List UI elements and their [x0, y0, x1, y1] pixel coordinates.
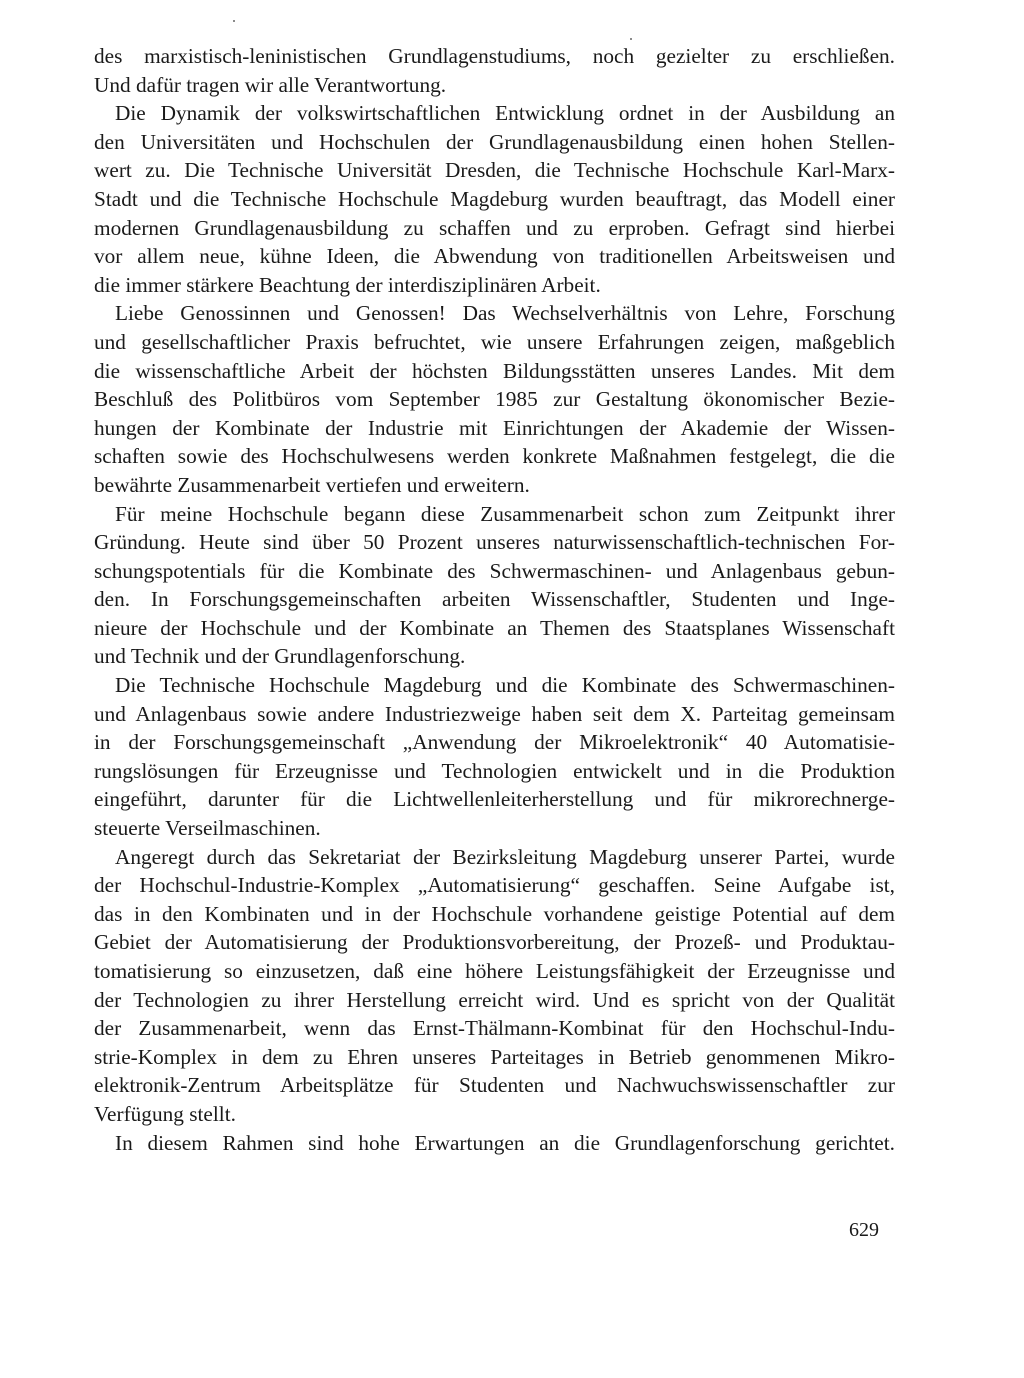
text-line: Die Technische Hochschule Magdeburg und die Kombinate des Schwermaschinen-: [115, 673, 895, 698]
text-line: des marxistisch-leninistischen Grundlagenstudiums, noch gezielter zu erschließen.: [94, 44, 895, 68]
text-line: In diesem Rahmen sind hohe Erwartungen an die Grundlagenforschung gerichtet.: [115, 1130, 895, 1155]
text-line: Die Dynamik der volkswirtschaftlichen Entwicklung ordnet in der Ausbildung an: [115, 101, 895, 126]
text-line: steuerte Verseilmaschinen.: [94, 816, 321, 841]
text-line: und Technik und der Grundlagenforschung.: [94, 644, 466, 669]
text-line: und gesellschaftlicher Praxis befruchtet, wie unsere Erfahrungen zeigen, maßgeblich: [94, 329, 895, 354]
text-line: rungslösungen für Erzeugnisse und Technologien entwickelt und in die Produktion: [94, 758, 895, 783]
text-line: der Hochschul-Industrie-Komplex „Automatisierung“ geschaffen. Seine Aufgabe ist,: [94, 873, 895, 898]
text-line: hungen der Kombinate der Industrie mit Einrichtungen der Akademie der Wissen-: [94, 415, 895, 440]
scan-speck: [630, 38, 632, 40]
text-line: der Zusammenarbeit, wenn das Ernst-Thälmann-Kombinat für den Hochschul-Indu-: [94, 1016, 895, 1041]
body-text: [94, 42, 895, 1157]
text-line: den. In Forschungsgemeinschaften arbeiten Wissenschaftler, Studenten und Inge-: [94, 587, 895, 612]
text-line: schaften sowie des Hochschulwesens werden konkrete Maßnahmen festgelegt, die die: [94, 444, 895, 469]
text-line: schungspotentials für die Kombinate des Schwermaschinen- und Anlagenbaus gebun-: [94, 558, 895, 583]
text-line: tomatisierung so einzusetzen, daß eine höhere Leistungsfähigkeit der Erzeugnisse und: [94, 959, 895, 983]
text-line: elektronik-Zentrum Arbeitsplätze für Studenten und Nachwuchswissenschaftler zur: [94, 1073, 895, 1098]
text-line: Liebe Genossinnen und Genossen! Das Wechselverhältnis von Lehre, Forschung: [115, 301, 895, 326]
text-line: eingeführt, darunter für die Lichtwellenleiterherstellung und für mikrorechnerge-: [94, 787, 895, 812]
text-line: Stadt und die Technische Hochschule Magdeburg wurden beauftragt, das Modell einer: [94, 186, 895, 211]
text-line: wert zu. Die Technische Universität Dresden, die Technische Hochschule Karl-Marx-: [94, 158, 895, 183]
text-line: modernen Grundlagenausbildung zu schaffen und zu erproben. Gefragt sind hierbei: [94, 215, 895, 240]
text-line: bewährte Zusammenarbeit vertiefen und erweitern.: [94, 472, 530, 497]
text-line: Angeregt durch das Sekretariat der Bezirksleitung Magdeburg unserer Partei, wurde: [115, 844, 895, 869]
text-line: Gebiet der Automatisierung der Produktionsvorbereitung, der Prozeß- und Produktau-: [94, 930, 895, 955]
text-line: Gründung. Heute sind über 50 Prozent unseres naturwissenschaftlich-technischen For-: [94, 530, 895, 555]
text-line: strie-Komplex in dem zu Ehren unseres Parteitages in Betrieb genommenen Mikro-: [94, 1044, 895, 1069]
text-line: Verfügung stellt.: [94, 1101, 236, 1126]
text-line: den Universitäten und Hochschulen der Grundlagenausbildung einen hohen Stellen-: [94, 129, 895, 154]
text-line: Und dafür tragen wir alle Verantwortung.: [94, 72, 447, 97]
page-number: 629: [849, 1219, 879, 1241]
text-line: nieure der Hochschule und der Kombinate an Themen des Staatsplanes Wissenschaft: [94, 615, 895, 640]
text-line: die wissenschaftliche Arbeit der höchsten Bildungsstätten unseres Landes. Mit dem: [94, 358, 895, 383]
text-line: und Anlagenbaus sowie andere Industriezweige haben seit dem X. Parteitag gemeinsam: [94, 701, 895, 726]
text-line: vor allem neue, kühne Ideen, die Abwendung von traditionellen Arbeitsweisen und: [94, 244, 895, 269]
scan-speck: [233, 20, 235, 22]
text-line: Beschluß des Politbüros vom September 1985 zur Gestaltung ökonomischer Bezie-: [94, 387, 895, 412]
text-line: das in den Kombinaten und in der Hochschule vorhandene geistige Potential auf dem: [94, 901, 895, 926]
text-line: der Technologien zu ihrer Herstellung erreicht wird. Und es spricht von der Qualität: [94, 987, 895, 1012]
text-line: in der Forschungsgemeinschaft „Anwendung der Mikroelektronik“ 40 Automatisie-: [94, 730, 895, 755]
text-line: Für meine Hochschule begann diese Zusammenarbeit schon zum Zeitpunkt ihrer: [115, 501, 895, 526]
text-line: die immer stärkere Beachtung der interdisziplinären Arbeit.: [94, 272, 601, 297]
